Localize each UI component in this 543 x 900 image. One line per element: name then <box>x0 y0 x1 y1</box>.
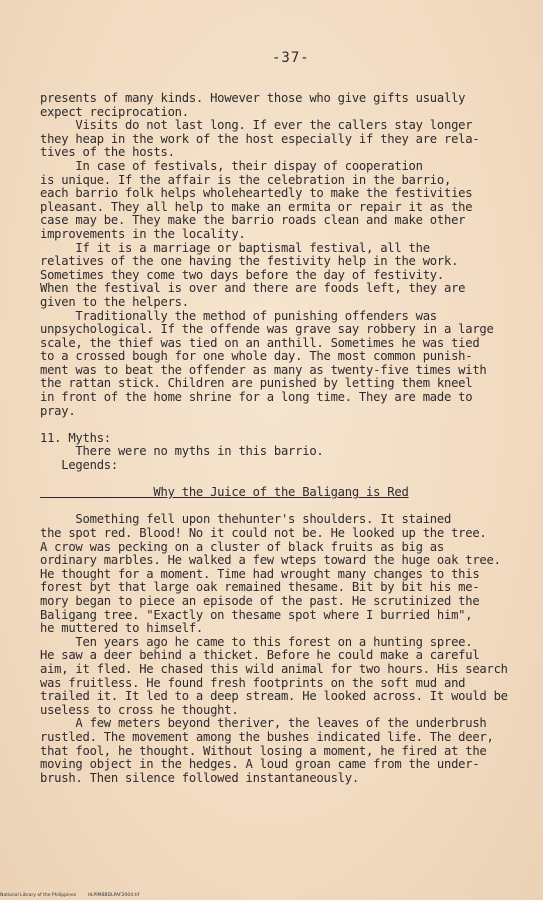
text-line: ordinary marbles. He walked a few wteps toward the huge oak tree. <box>40 553 501 568</box>
text-line: presents of many kinds. However those who give gifts usually <box>40 91 466 105</box>
text-line: to a crossed bough for one whole day. The most common punish- <box>40 349 473 364</box>
text-line: A few meters beyond theriver, the leaves of the underbrush <box>40 716 487 731</box>
text-line: relatives of the one having the festivity help in the work. <box>40 254 459 269</box>
page-number: -37- <box>272 50 310 66</box>
text-line: Visits do not last long. If ever the callers stay longer <box>40 118 473 133</box>
text-line: in front of the home shrine for a long time. They are made to <box>40 390 473 405</box>
text-line: mory began to piece an episode of the past. He scrutinized the <box>40 593 480 608</box>
footer-file: HLPIMBBDLPAF2004.tif <box>87 893 140 898</box>
text-line: Legends: <box>40 458 118 473</box>
text-line: he muttered to himself. <box>40 621 204 636</box>
text-line: Why the Juice of the Baligang is Red <box>40 485 409 500</box>
text-line: He saw a deer behind a thicket. Before he could make a careful <box>40 648 480 663</box>
text-line: expect reciprocation. <box>40 104 189 119</box>
text-line: tives of the hosts. <box>40 145 175 160</box>
text-line <box>40 500 510 514</box>
text-line: When the festival is over and there are foods left, they are <box>40 281 466 296</box>
text-line: pray. <box>40 403 76 418</box>
text-line: that fool, he thought. Without losing a moment, he fired at the <box>40 743 487 758</box>
text-line: 11. Myths: <box>40 430 111 445</box>
text-line <box>40 418 510 432</box>
text-line: forest byt that large oak remained thesame. Bit by bit his me- <box>40 580 480 595</box>
text-line: unpsychological. If the offende was grave say robbery in a large <box>40 322 494 337</box>
text-line: Sometimes they come two days before the day of festivity. <box>40 267 444 282</box>
text-line: was fruitless. He found fresh footprints on the soft mud and <box>40 675 466 690</box>
text-line: pleasant. They all help to make an ermita or repair it as the <box>40 199 473 214</box>
body-text <box>40 92 510 785</box>
text-line: useless to cross he thought. <box>40 702 239 717</box>
text-line: trailed it. It led to a deep stream. He looked across. It would be <box>40 689 508 704</box>
text-line: the spot red. Blood! No it could not be. He looked up the tree. <box>40 526 487 540</box>
text-line: they heap in the work of the host especially if they are rela- <box>40 131 480 146</box>
text-line: Traditionally the method of punishing offenders was <box>40 308 437 323</box>
text-line: each barrio folk helps wholeheartedly to make the festivities <box>40 186 473 201</box>
text-line: There were no myths in this barrio. <box>40 444 324 459</box>
footer-library: National Library of the Philippines <box>0 893 77 898</box>
text-line: Something fell upon thehunter's shoulders. It stained <box>40 512 452 527</box>
text-line: given to the helpers. <box>40 294 189 309</box>
text-line: aim, it fled. He chased this wild animal for two hours. His search <box>40 661 508 676</box>
text-line: He thought for a moment. Time had wrought many changes to this <box>40 566 480 581</box>
text-line: scale, the thief was tied on an anthill. Sometimes he was tied <box>40 335 480 350</box>
text-line: moving object in the hedges. A loud groan came from the under- <box>40 757 480 772</box>
text-line: In case of festivals, their dispay of cooperation <box>40 158 423 173</box>
text-line: ment was to beat the offender as many as twenty-five times with <box>40 362 487 377</box>
footer <box>0 893 543 898</box>
text-line: If it is a marriage or baptismal festival, all the <box>40 240 430 255</box>
text-line: Ten years ago he came to this forest on a hunting spree. <box>40 634 473 649</box>
text-line: brush. Then silence followed instantaneously. <box>40 770 359 785</box>
text-line: Baligang tree. "Exactly on thesame spot where I burried him", <box>40 607 473 622</box>
text-line: the rattan stick. Children are punished by letting them kneel <box>40 376 473 391</box>
text-line: improvements in the locality. <box>40 226 246 241</box>
text-line: is unique. If the affair is the celebration in the barrio, <box>40 172 452 187</box>
text-line <box>40 473 510 487</box>
text-line: A crow was pecking on a cluster of black fruits as big as <box>40 539 444 554</box>
text-line: case may be. They make the barrio roads clean and make other <box>40 213 466 228</box>
text-line: rustled. The movement among the bushes indicated life. The deer, <box>40 729 494 744</box>
